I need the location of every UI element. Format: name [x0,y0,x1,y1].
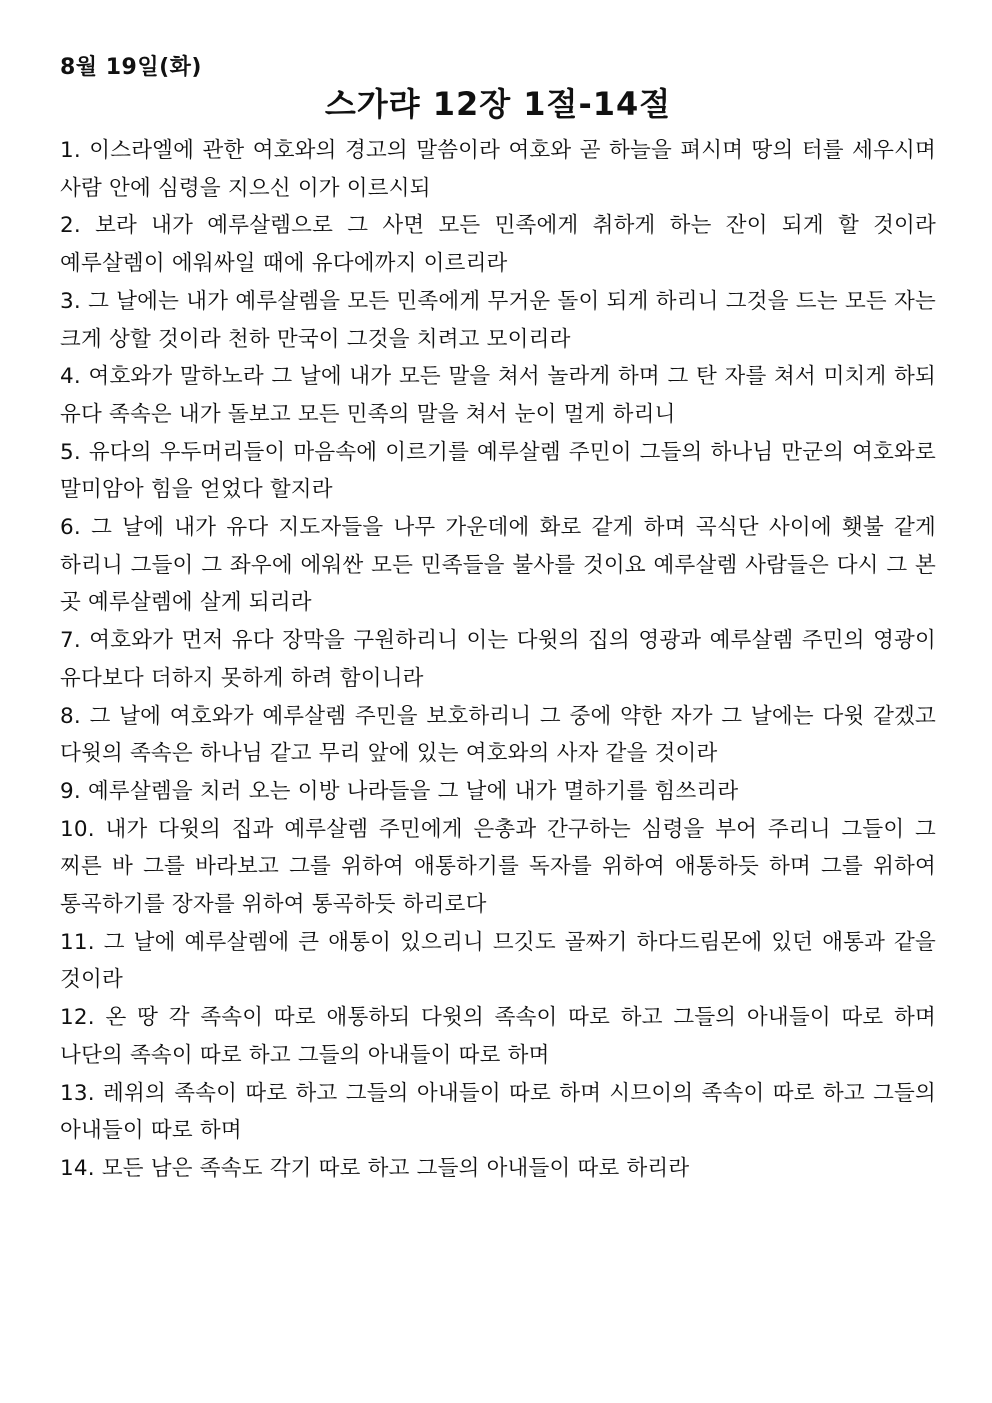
verse-10: 10. 내가 다윗의 집과 예루살렘 주민에게 은총과 간구하는 심령을 부어 주리니 그들이 그 찌른 바 그를 바라보고 그를 위하여 애통하기를 독자를 위하여 애통하듯 하며 그를 위하여 통곡하기를 장자를 위하여 통곡하듯 하리로다 [60,816,936,918]
verse-9: 9. 예루살렘을 치러 오는 이방 나라들을 그 날에 내가 멸하기를 힘쓰리라 [60,778,739,804]
verse-8: 8. 그 날에 여호와가 예루살렘 주민을 보호하리니 그 중에 약한 자가 그 날에는 다윗 같겠고 다윗의 족속은 하나님 같고 무리 앞에 있는 여호와의 사자 같을 것이라 [60,703,936,767]
document-title: 스가랴 12장 1절-14절 [324,85,672,123]
document-date: 8월 19일(화) [60,55,202,80]
document-page [60,52,936,1188]
verse-list [60,132,936,1188]
verse-1: 1. 이스라엘에 관한 여호와의 경고의 말씀이라 여호와 곧 하늘을 펴시며 땅의 터를 세우시며 사람 안에 심령을 지으신 이가 이르시되 [60,138,936,201]
verse-4: 4. 여호와가 말하노라 그 날에 내가 모든 말을 쳐서 놀라게 하며 그 탄 자를 쳐서 미치게 하되 유다 족속은 내가 돌보고 모든 민족의 말을 쳐서 눈이 멀게 하리니 [60,364,936,427]
verse-7: 7. 여호와가 먼저 유다 장막을 구원하리니 이는 다윗의 집의 영광과 예루살렘 주민의 영광이 유다보다 더하지 못하게 하려 함이니라 [60,628,936,691]
verse-5: 5. 유다의 우두머리들이 마음속에 이르기를 예루살렘 주민이 그들의 하나님 만군의 여호와로 말미암아 힘을 얻었다 할지라 [60,439,936,503]
verse-2: 2. 보라 내가 예루살렘으로 그 사면 모든 민족에게 취하게 하는 잔이 되게 할 것이라 예루살렘이 에워싸일 때에 유다에까지 이르리라 [60,213,936,277]
verse-11: 11. 그 날에 예루살렘에 큰 애통이 있으리니 므깃도 골짜기 하다드림몬에 있던 애통과 같을 것이라 [60,929,936,993]
verse-3: 3. 그 날에는 내가 예루살렘을 모든 민족에게 무거운 돌이 되게 하리니 그것을 드는 모든 자는 크게 상할 것이라 천하 만국이 그것을 치려고 모이리라 [60,288,936,352]
verse-13: 13. 레위의 족속이 따로 하고 그들의 아내들이 따로 하며 시므이의 족속이 따로 하고 그들의 아내들이 따로 하며 [60,1080,936,1144]
verse-12: 12. 온 땅 각 족속이 따로 애통하되 다윗의 족속이 따로 하고 그들의 아내들이 따로 하며 나단의 족속이 따로 하고 그들의 아내들이 따로 하며 [60,1005,936,1068]
verse-14: 14. 모든 남은 족속도 각기 따로 하고 그들의 아내들이 따로 하리라 [60,1155,690,1181]
verse-6: 6. 그 날에 내가 유다 지도자들을 나무 가운데에 화로 같게 하며 곡식단 사이에 횃불 같게 하리니 그들이 그 좌우에 에워싼 모든 민족들을 불사를 것이요 예루살렘 사람들은 다시 그 본 곳 예루살렘에 살게 되리라 [60,515,936,616]
